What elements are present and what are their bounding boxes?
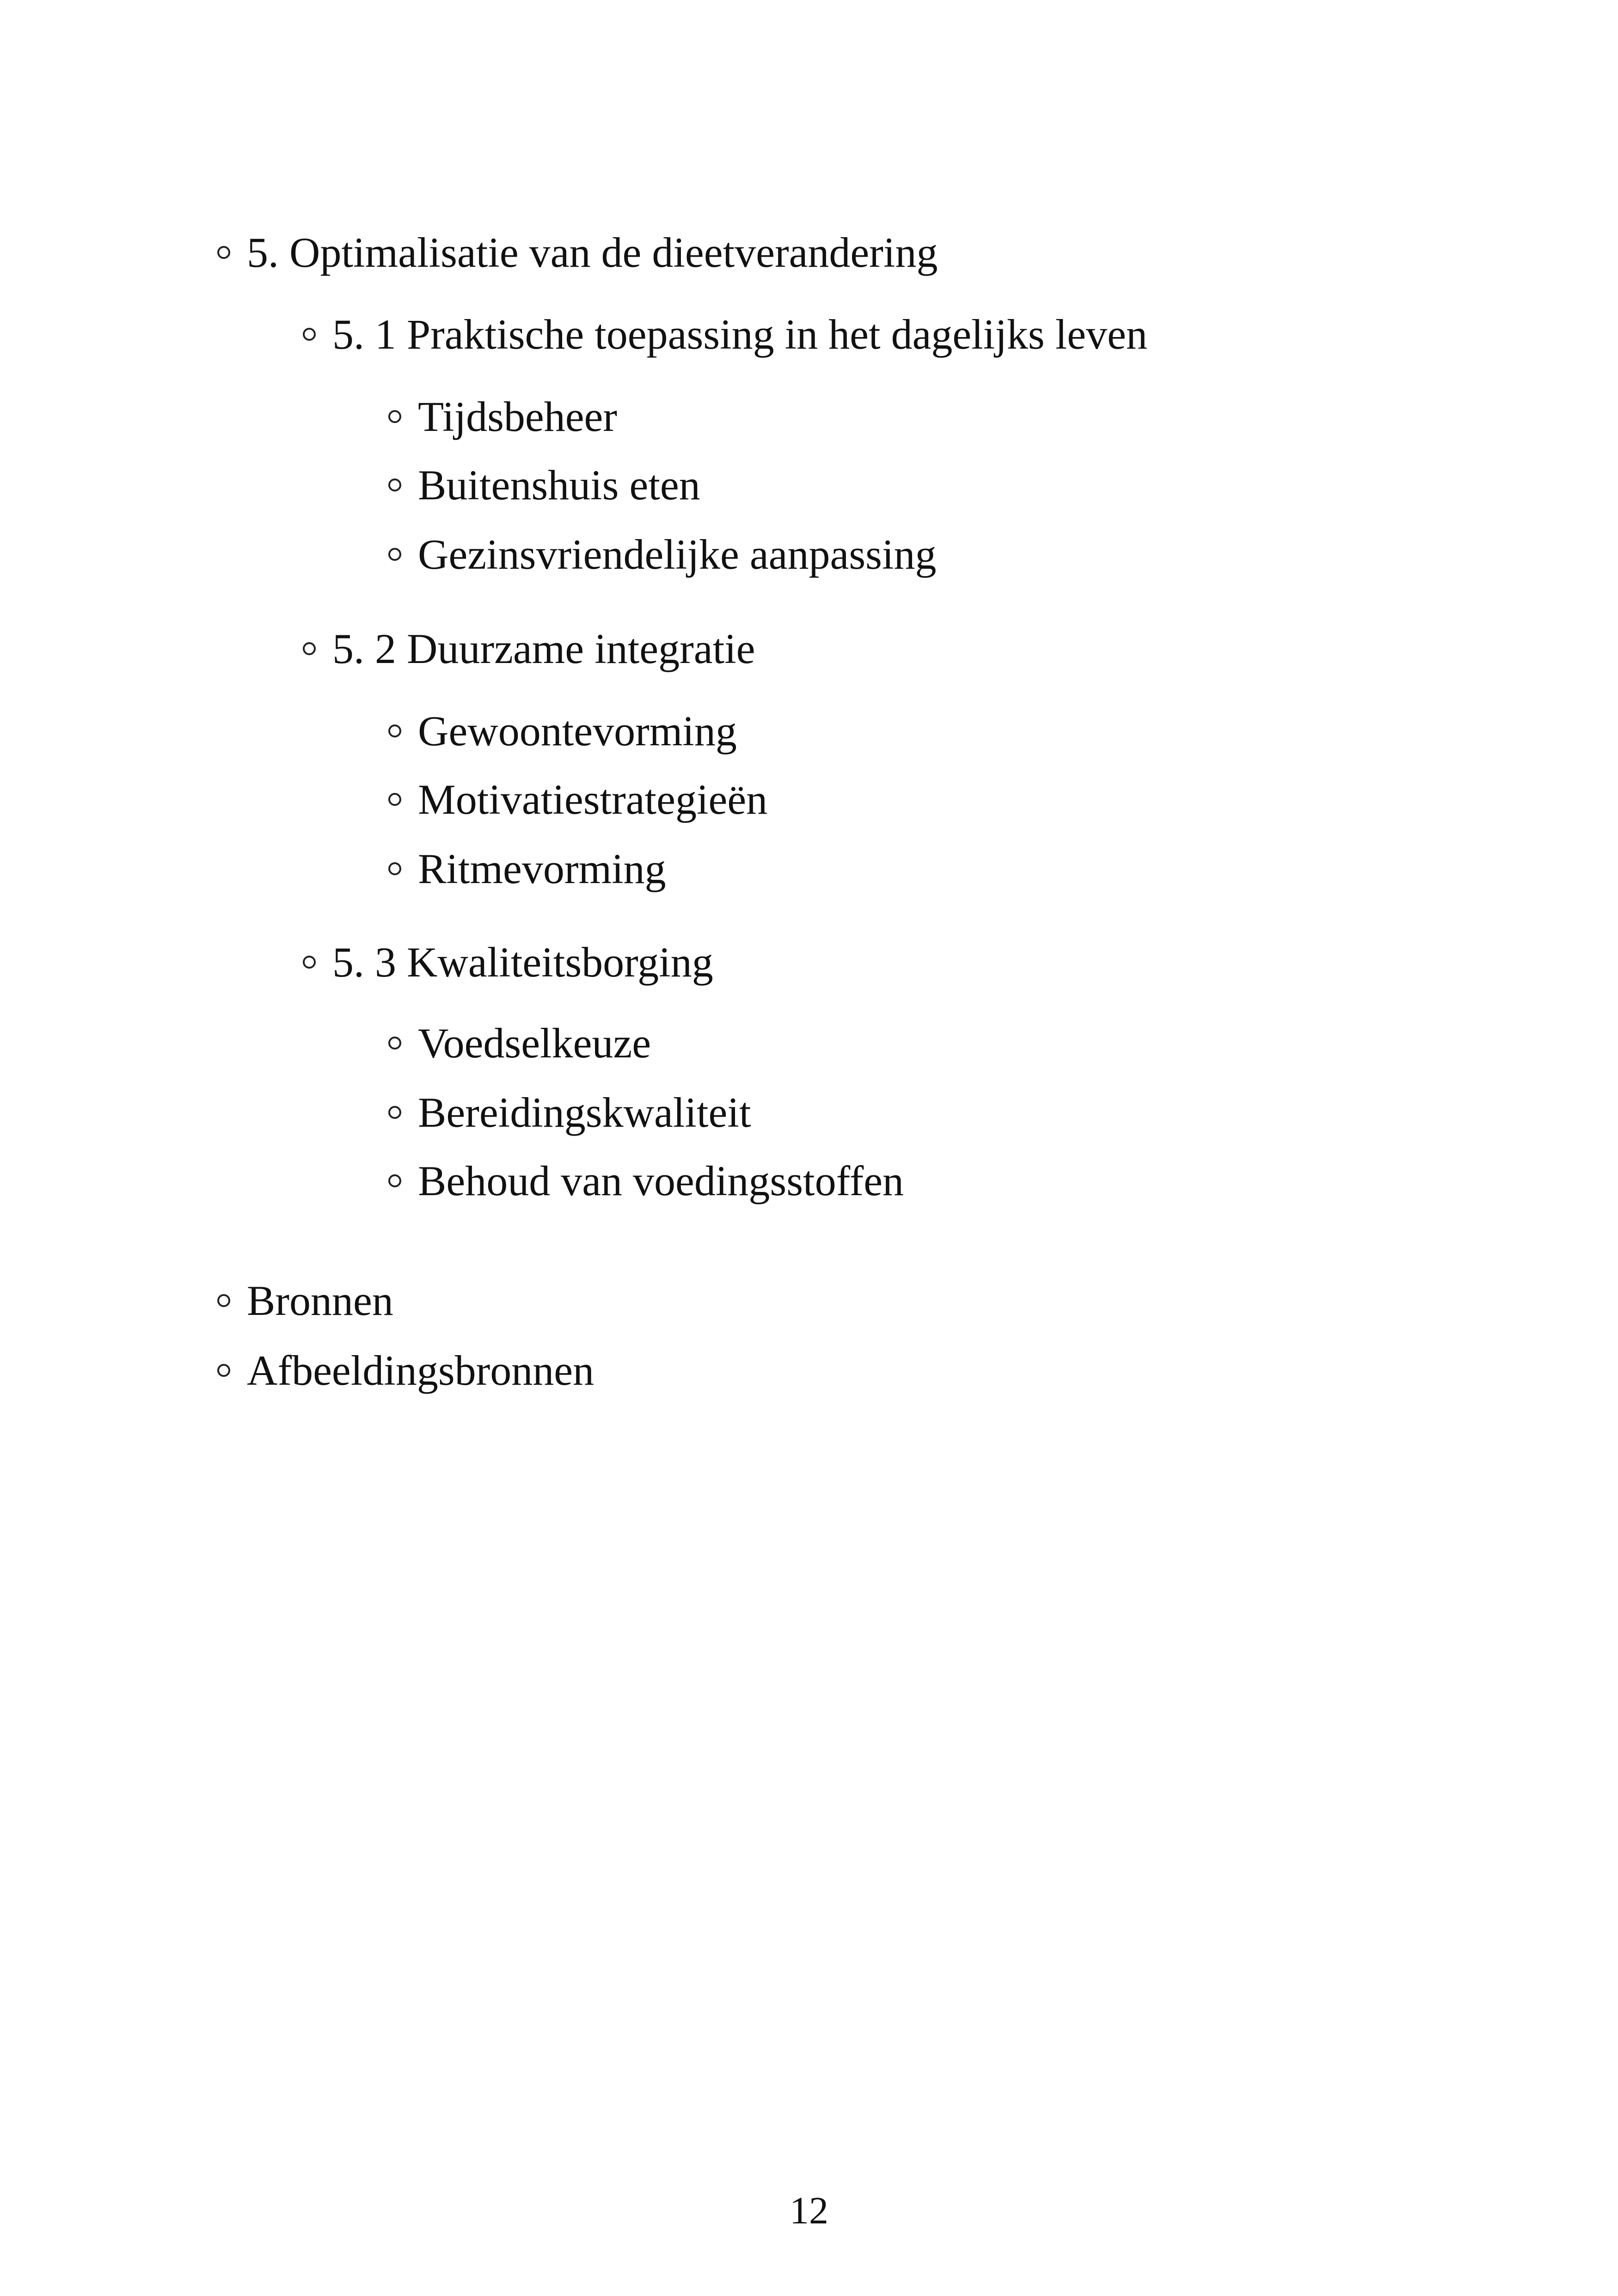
toc-entry-item <box>388 1091 751 1134</box>
circle-bullet-icon <box>388 793 401 806</box>
toc-entry-section-5-1 <box>303 313 1147 356</box>
circle-bullet-icon <box>388 1174 401 1187</box>
toc-entry-label: Bereidingskwaliteit <box>418 1089 751 1136</box>
circle-bullet-icon <box>388 1106 401 1119</box>
toc-entry-afbeeldingsbronnen <box>217 1349 594 1392</box>
circle-bullet-icon <box>388 1037 401 1050</box>
toc-entry-item <box>388 533 937 576</box>
toc-entry-item <box>388 847 666 890</box>
toc-entry-label: 5. 1 Praktische toepassing in het dagelijks leven <box>332 311 1147 358</box>
toc-entry-item <box>388 395 617 438</box>
circle-bullet-icon <box>217 1364 230 1377</box>
toc-entry-label: Gewoontevorming <box>418 707 737 755</box>
toc-entry-label: 5. Optimalisatie van de dieetverandering <box>247 229 938 276</box>
toc-entry-label: Buitenshuis eten <box>418 461 700 509</box>
circle-bullet-icon <box>217 246 230 259</box>
circle-bullet-icon <box>303 956 316 969</box>
circle-bullet-icon <box>388 862 401 875</box>
toc-entry-label: 5. 3 Kwaliteitsborging <box>332 939 713 986</box>
toc-entry-item <box>388 1019 651 1067</box>
toc-entry-item <box>388 778 767 821</box>
circle-bullet-icon <box>217 1294 230 1307</box>
toc-entry-label: Tijdsbeheer <box>418 393 618 440</box>
toc-entry-bronnen <box>217 1279 393 1322</box>
toc-entry-section-5-2 <box>303 627 755 670</box>
toc-entry-item <box>388 1157 904 1204</box>
toc-entry-label: Motivatiestrategieën <box>418 776 768 823</box>
toc-entry-label: Gezinsvriendelijke aanpassing <box>418 531 937 578</box>
circle-bullet-icon <box>303 328 316 341</box>
toc-entry-item <box>388 461 700 509</box>
circle-bullet-icon <box>388 479 401 491</box>
circle-bullet-icon <box>388 724 401 737</box>
circle-bullet-icon <box>388 410 401 423</box>
toc-entry-section-5-3 <box>303 939 713 986</box>
circle-bullet-icon <box>388 548 401 561</box>
toc-entry-label: Bronnen <box>247 1277 393 1324</box>
toc-entry-label: Afbeeldingsbronnen <box>247 1347 594 1394</box>
toc-entry-label: Voedselkeuze <box>418 1019 651 1067</box>
toc-entry-section-5 <box>217 231 938 274</box>
toc-entry-item <box>388 707 737 755</box>
toc-entry-label: Ritmevorming <box>418 845 666 892</box>
toc-entry-label: Behoud van voedingsstoffen <box>418 1157 904 1204</box>
toc-entry-label: 5. 2 Duurzame integratie <box>332 625 755 672</box>
circle-bullet-icon <box>303 642 316 655</box>
page-number: 12 <box>790 2189 828 2232</box>
